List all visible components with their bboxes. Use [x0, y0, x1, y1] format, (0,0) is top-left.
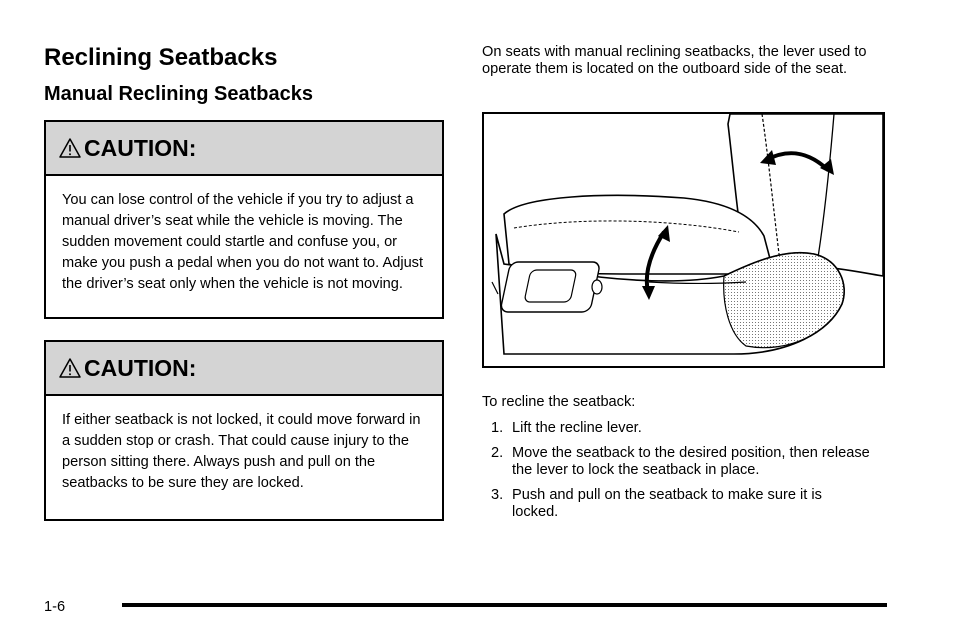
page-number: 1-6 [44, 599, 66, 615]
caution-box-1 [44, 120, 444, 319]
warning-triangle-icon [58, 137, 82, 159]
caution-text-1: You can lose control of the vehicle if you try to adjust a manual driver’s seat while the vehicle is moving. The sudden movement could startle and confuse you, or make you push a pedal when you do not want to. Adjust the driver’s seat only when the vehicle is not moving. [62, 192, 424, 292]
seat-recline-illustration [484, 114, 883, 366]
list-item [491, 420, 891, 437]
caution-header-2 [46, 342, 442, 396]
steps-intro: To recline the seatback: [482, 394, 636, 410]
step-text: Move the seatback to the desired position, then release the lever to lock the seatback in place. [512, 445, 870, 478]
caution-box-2 [44, 340, 444, 521]
warning-triangle-icon [58, 357, 82, 379]
seat-recline-figure [482, 112, 885, 368]
steps-list [491, 420, 891, 529]
step-number: 3. [491, 487, 504, 503]
step-number: 1. [491, 420, 504, 436]
list-item [491, 445, 891, 479]
step-text: Lift the recline lever. [512, 420, 642, 436]
footer-rule [122, 603, 887, 607]
page-heading: Reclining Seatbacks [44, 44, 278, 71]
step-text: Push and pull on the seatback to make sure it is locked. [512, 487, 822, 520]
intro-paragraph: On seats with manual reclining seatbacks, the lever used to operate them is located on the outboard side of the seat. [482, 44, 867, 77]
caution-label-2: CAUTION: [84, 354, 197, 381]
step-number: 2. [491, 445, 504, 461]
list-item [491, 487, 891, 521]
section-subheading: Manual Reclining Seatbacks [44, 83, 313, 105]
caution-header-1 [46, 122, 442, 176]
caution-label-1: CAUTION: [84, 134, 197, 161]
caution-text-2: If either seatback is not locked, it could move forward in a sudden stop or crash. That could cause injury to the person sitting there. Always push and pull on the seatbacks to be sure they are locked. [62, 412, 421, 491]
